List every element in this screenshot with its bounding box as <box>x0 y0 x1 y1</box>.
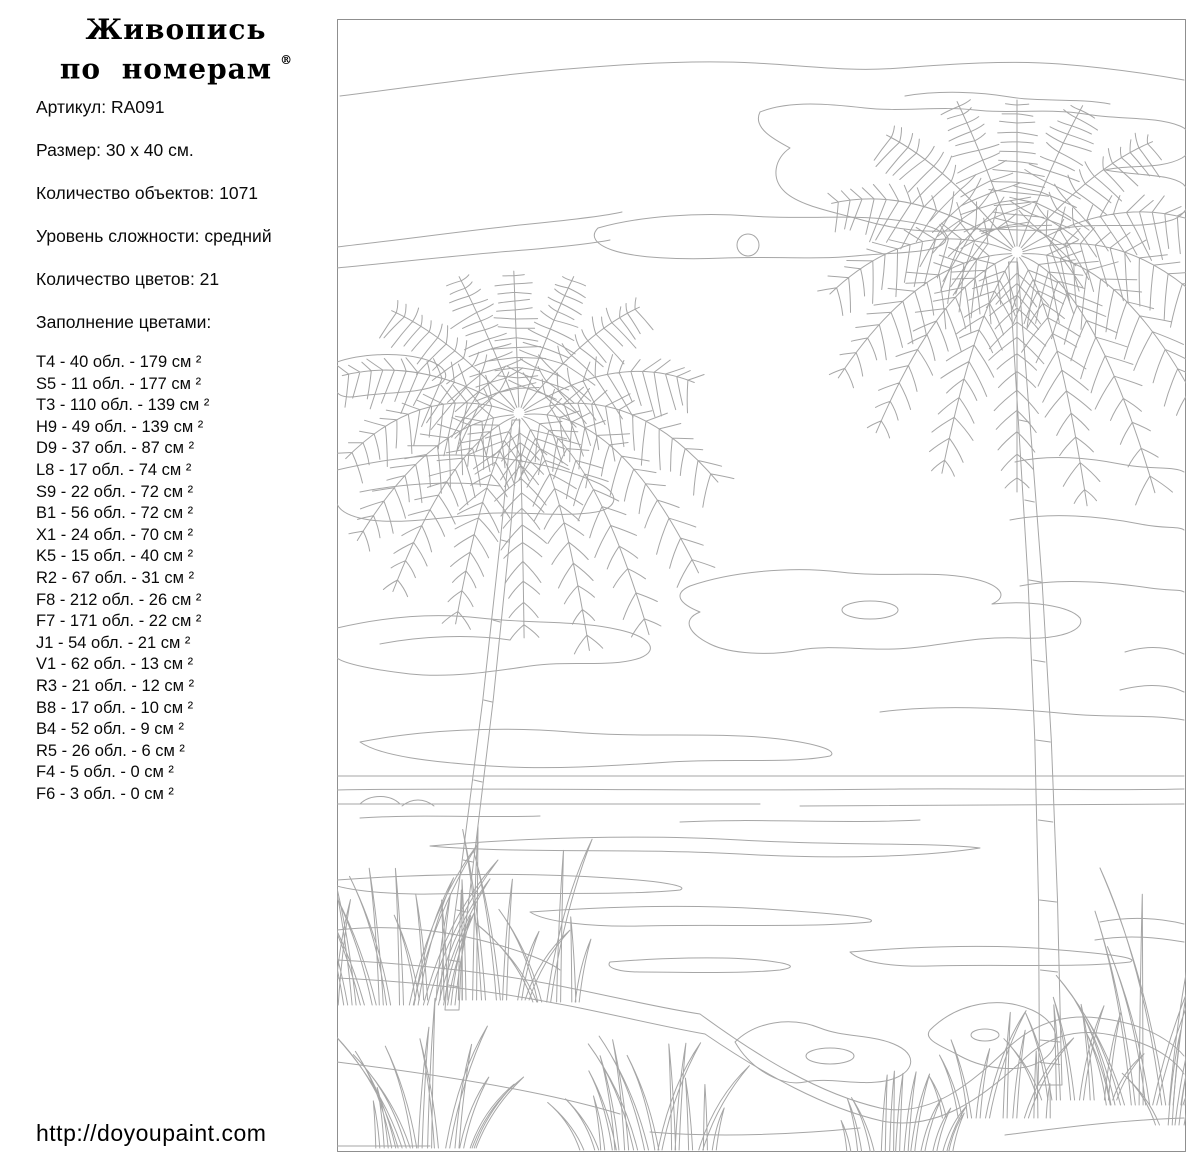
color-usage-item: F4 - 5 обл. - 0 см ² <box>36 763 174 782</box>
sun-outline <box>737 234 759 256</box>
color-usage-item: F8 - 212 обл. - 26 см ² <box>36 590 202 609</box>
grass-tufts <box>337 827 1186 1152</box>
color-usage-item: B1 - 56 обл. - 72 см ² <box>36 504 194 523</box>
color-usage-item: V1 - 62 обл. - 13 см ² <box>36 655 194 674</box>
color-usage-item: T4 - 40 обл. - 179 см ² <box>36 353 202 371</box>
registered-trademark-icon: ® <box>280 53 293 67</box>
color-usage-item: S5 - 11 обл. - 177 см ² <box>36 374 202 393</box>
color-usage-item: R2 - 67 обл. - 31 см ² <box>36 568 195 587</box>
color-usage-item: B4 - 52 обл. - 9 см ² <box>36 720 184 739</box>
color-usage-item: X1 - 24 обл. - 70 см ² <box>36 525 194 544</box>
color-usage-list <box>36 352 336 805</box>
brand-logo <box>0 14 352 87</box>
brand-name-line1: Живопись <box>85 13 267 46</box>
fill-colors-header: Заполнение цветами: <box>36 312 212 332</box>
paint-by-numbers-line-art <box>337 19 1186 1152</box>
product-info <box>36 98 336 356</box>
color-usage-item: F7 - 171 обл. - 22 см ² <box>36 612 202 631</box>
brand-name-line2-text: по номерам <box>59 52 273 86</box>
colors-count-line: Количество цветов: 21 <box>36 269 220 289</box>
color-usage-item: S9 - 22 обл. - 72 см ² <box>36 482 194 501</box>
color-usage-item: K5 - 15 обл. - 40 см ² <box>36 547 194 566</box>
size-line: Размер: 30 x 40 см. <box>36 140 194 160</box>
site-url-link[interactable]: http://doyoupaint.com <box>36 1120 267 1146</box>
color-usage-item: H9 - 49 обл. - 139 см ² <box>36 417 204 436</box>
cloud-outlines <box>337 62 1186 768</box>
sidebar <box>0 0 337 1169</box>
difficulty-line: Уровень сложности: средний <box>36 226 272 246</box>
brand-name-line2 <box>0 46 352 87</box>
color-usage-item: L8 - 17 обл. - 74 см ² <box>36 460 192 479</box>
color-usage-item: T3 - 110 обл. - 139 см ² <box>36 396 210 415</box>
objects-count-line: Количество объектов: 1071 <box>36 183 259 203</box>
color-usage-item: J1 - 54 обл. - 21 см ² <box>36 633 191 652</box>
article-number: Артикул: RA091 <box>36 97 165 117</box>
color-usage-item: B8 - 17 обл. - 10 см ² <box>36 698 194 717</box>
color-usage-item: R5 - 26 обл. - 6 см ² <box>36 741 185 760</box>
color-usage-item: R3 - 21 обл. - 12 см ² <box>36 676 195 695</box>
color-usage-item: D9 - 37 обл. - 87 см ² <box>36 439 195 458</box>
color-usage-item: F6 - 3 обл. - 0 см ² <box>36 784 174 803</box>
artwork-canvas <box>337 19 1186 1152</box>
